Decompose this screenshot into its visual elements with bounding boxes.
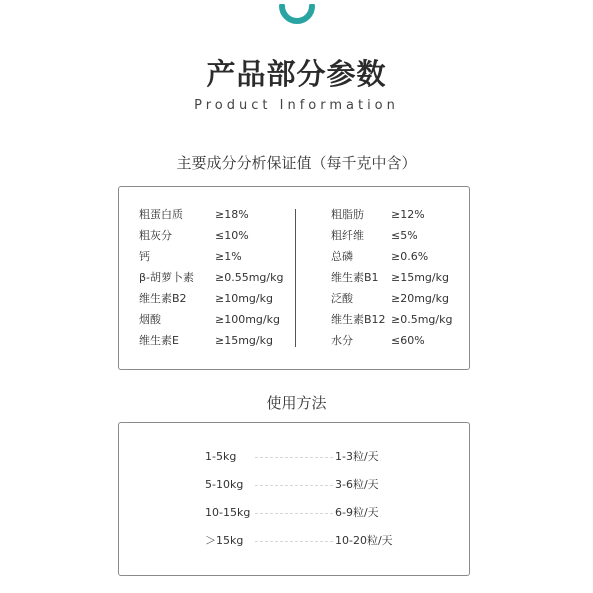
nutrient-name: 维生素E bbox=[139, 334, 179, 347]
nutrient-value: ≥0.6% bbox=[391, 250, 429, 263]
usage-weight: 5-10kg bbox=[205, 478, 244, 491]
analysis-title: 主要成分分析保证值（每千克中含） bbox=[176, 154, 417, 172]
nutrient-value: ≥1% bbox=[215, 250, 242, 263]
analysis-table bbox=[118, 186, 470, 370]
nutrient-name: 粗蛋白质 bbox=[139, 208, 183, 221]
usage-table bbox=[118, 422, 470, 576]
dashed-leader bbox=[255, 457, 333, 458]
usage-dose: 3-6粒/天 bbox=[335, 478, 379, 491]
dashed-leader bbox=[255, 541, 333, 542]
nutrient-value: ≤60% bbox=[391, 334, 425, 347]
nutrient-value: ≥18% bbox=[215, 208, 249, 221]
column-divider bbox=[295, 209, 296, 347]
nutrient-name: 粗脂肪 bbox=[331, 208, 364, 221]
nutrient-name: 维生素B2 bbox=[139, 292, 187, 305]
usage-dose: 1-3粒/天 bbox=[335, 450, 379, 463]
nutrient-name: 维生素B1 bbox=[331, 271, 379, 284]
nutrient-name: 泛酸 bbox=[331, 292, 353, 305]
usage-weight: ＞15kg bbox=[205, 534, 244, 547]
usage-title: 使用方法 bbox=[266, 394, 327, 412]
teal-arc-icon bbox=[278, 4, 316, 34]
nutrient-name: β-胡萝卜素 bbox=[139, 271, 194, 284]
dashed-leader bbox=[255, 513, 333, 514]
nutrient-name: 总磷 bbox=[331, 250, 353, 263]
usage-row bbox=[119, 447, 469, 467]
nutrient-value: ≤10% bbox=[215, 229, 249, 242]
nutrient-name: 粗纤维 bbox=[331, 229, 364, 242]
usage-weight: 10-15kg bbox=[205, 506, 251, 519]
nutrient-value: ≥100mg/kg bbox=[215, 313, 280, 326]
usage-dose: 10-20粒/天 bbox=[335, 534, 393, 547]
usage-row bbox=[119, 531, 469, 551]
usage-row bbox=[119, 503, 469, 523]
page-title: 产品部分参数 bbox=[206, 57, 387, 91]
nutrient-value: ≥0.55mg/kg bbox=[215, 271, 284, 284]
nutrient-name: 粗灰分 bbox=[139, 229, 172, 242]
usage-dose: 6-9粒/天 bbox=[335, 506, 379, 519]
nutrient-value: ≤5% bbox=[391, 229, 418, 242]
nutrient-name: 钙 bbox=[139, 250, 150, 263]
nutrient-value: ≥15mg/kg bbox=[215, 334, 273, 347]
nutrient-value: ≥20mg/kg bbox=[391, 292, 449, 305]
nutrient-value: ≥12% bbox=[391, 208, 425, 221]
page-subtitle: Product Information bbox=[194, 98, 399, 113]
nutrient-value: ≥10mg/kg bbox=[215, 292, 273, 305]
nutrient-name: 烟酸 bbox=[139, 313, 161, 326]
usage-row bbox=[119, 475, 469, 495]
nutrient-value: ≥0.5mg/kg bbox=[391, 313, 453, 326]
dashed-leader bbox=[255, 485, 333, 486]
nutrient-value: ≥15mg/kg bbox=[391, 271, 449, 284]
nutrient-name: 水分 bbox=[331, 334, 353, 347]
usage-weight: 1-5kg bbox=[205, 450, 237, 463]
nutrient-name: 维生素B12 bbox=[331, 313, 386, 326]
